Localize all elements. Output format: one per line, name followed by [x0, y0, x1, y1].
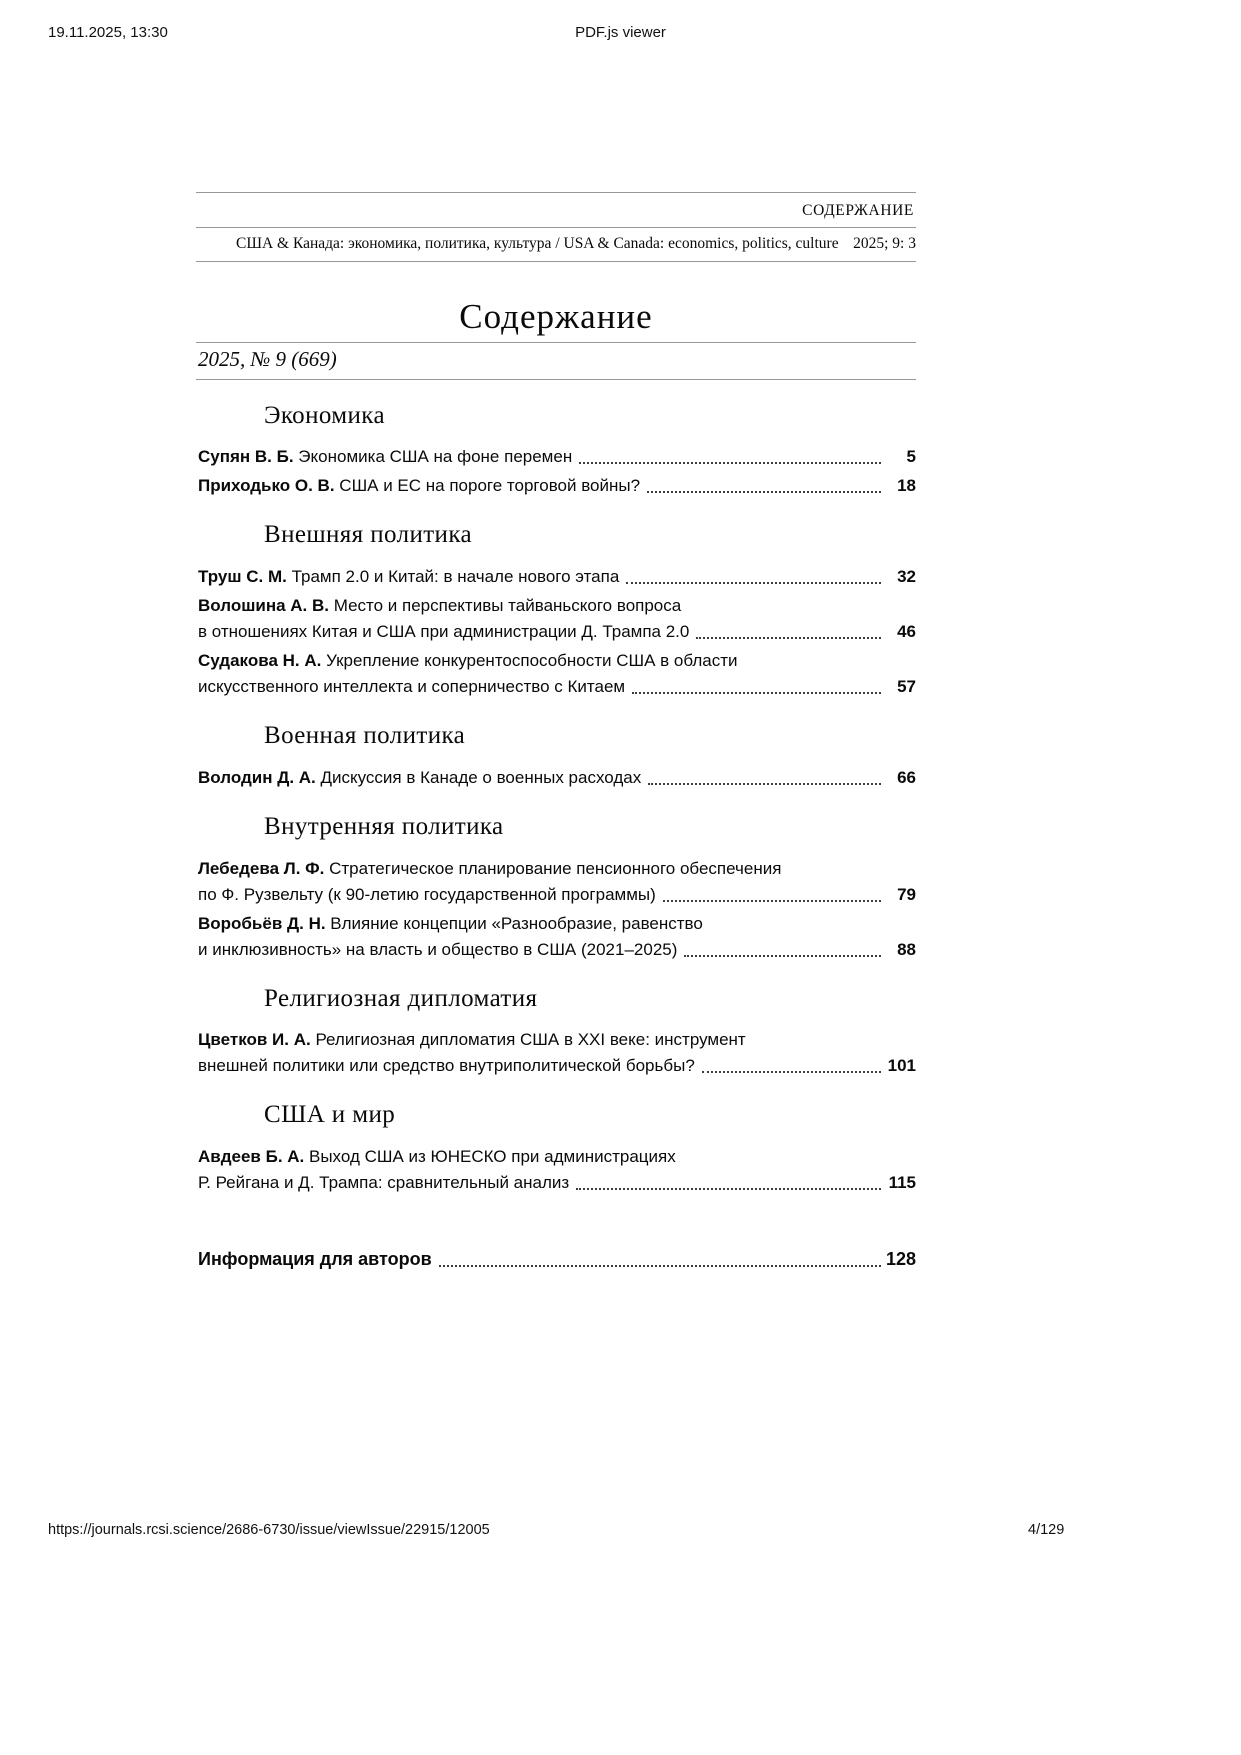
print-header-title: PDF.js viewer	[575, 24, 666, 41]
dot-leader	[632, 692, 881, 694]
toc-section-heading: США и мир	[264, 1101, 396, 1129]
toc-section-heading: Военная политика	[264, 722, 466, 749]
dot-leader	[647, 491, 881, 493]
toc-line	[198, 765, 916, 791]
toc-entry	[196, 911, 916, 963]
toc-entry	[196, 765, 916, 791]
toc-section-heading: Внутренняя политика	[264, 812, 504, 840]
toc-entry-title: Р. Рейгана и Д. Трампа: сравнительный анализ	[198, 1173, 570, 1192]
toc-entry-title: Место и перспективы тайваньского вопроса	[329, 596, 682, 615]
print-footer-url: https://journals.rcsi.science/2686-6730/issue/viewIssue/22915/12005	[48, 1522, 490, 1538]
toc-line	[198, 564, 916, 590]
toc-entry-title: Укрепление конкурентоспособности США в области	[321, 651, 738, 670]
toc-entry-title: и инклюзивность» на власть и общество в США (2021–2025)	[198, 939, 678, 959]
toc-entry-page-number: 32	[897, 567, 916, 586]
pdf-page	[196, 192, 916, 1276]
toc-entry-title: в отношениях Китая и США при администрации Д. Трампа 2.0	[198, 622, 690, 641]
toc-entry-title: Религиозная дипломатия США в XXI веке: инструмент	[310, 1030, 746, 1050]
toc-line	[198, 856, 916, 882]
toc-entry	[196, 648, 916, 700]
dot-leader	[626, 582, 881, 584]
journal-line	[196, 228, 916, 261]
toc-entry-title: Стратегическое планирование пенсионного обеспечения	[324, 858, 782, 878]
dot-leader	[648, 783, 881, 785]
dot-leader	[702, 1071, 881, 1073]
journal-citation: 2025; 9: 3	[853, 235, 916, 252]
dot-leader	[663, 900, 881, 902]
toc-entry	[196, 1144, 916, 1196]
toc-line	[198, 593, 916, 619]
toc-entry-page-number: 115	[888, 1173, 916, 1192]
toc-entry-page-number: 46	[897, 622, 916, 641]
toc-line	[198, 911, 916, 937]
toc-entry-authors: Приходько О. В.	[198, 476, 335, 496]
toc-entry-title: Выход США из ЮНЕСКО при администрациях	[304, 1147, 676, 1166]
dot-leader	[696, 637, 881, 639]
toc-entry	[196, 593, 916, 645]
toc-entry-page-number: 88	[897, 939, 916, 959]
toc-section-heading: Религиозная дипломатия	[264, 984, 538, 1012]
dot-leader	[439, 1265, 881, 1267]
toc-entry-authors: Авдеев Б. А.	[198, 1147, 305, 1166]
header-rule-bottom	[196, 261, 916, 262]
running-title: СОДЕРЖАНИЕ	[802, 202, 914, 219]
toc-entry-title: по Ф. Рузвельту (к 90-летию государственной программы)	[198, 884, 656, 904]
issue-block	[196, 342, 916, 380]
toc-entry-title: США и ЕС на пороге торговой войны?	[334, 476, 641, 496]
toc-entry-title: искусственного интеллекта и соперничество с Китаем	[198, 677, 626, 696]
toc-section-heading: Внешняя политика	[264, 521, 472, 549]
toc-entry-authors: Лебедева Л. Ф.	[198, 858, 325, 878]
toc-entry-title: Дискуссия в Канаде о военных расходах	[315, 767, 642, 787]
toc-entry	[196, 564, 916, 590]
toc-sections	[196, 402, 916, 1197]
print-header-datetime: 19.11.2025, 13:30	[48, 24, 168, 41]
toc-line	[198, 1027, 916, 1053]
toc-section-heading: Экономика	[264, 401, 385, 429]
issue-rule-bottom	[196, 379, 916, 380]
toc-entry-authors: Труш С. М.	[198, 567, 287, 586]
toc-entry-authors: Супян В. Б.	[198, 447, 294, 467]
toc-entry	[196, 444, 916, 470]
toc-line	[198, 937, 916, 963]
journal-name: США & Канада: экономика, политика, культура / USA & Canada: economics, politics, culture	[236, 235, 839, 252]
toc-entry-authors: Воробьёв Д. Н.	[198, 913, 326, 933]
toc-entry	[196, 856, 916, 908]
toc-entry-authors: Володин Д. А.	[198, 767, 316, 787]
toc-entry-title: Влияние концепции «Разнообразие, равенство	[325, 913, 703, 933]
toc-entry-title: Экономика США на фоне перемен	[293, 447, 573, 467]
toc-entry-authors: Судакова Н. А.	[198, 651, 322, 670]
issue-number: 2025, № 9 (669)	[198, 346, 337, 371]
toc-line	[198, 1170, 916, 1196]
dot-leader	[684, 955, 881, 957]
toc-entry-page-number: 57	[897, 677, 916, 696]
dot-leader	[576, 1188, 881, 1190]
toc-line	[198, 648, 916, 674]
info-for-authors-page-number: 128	[885, 1249, 916, 1269]
toc-entry-title: внешней политики или средство внутриполитической борьбы?	[198, 1056, 695, 1076]
page-title: Содержание	[459, 297, 653, 336]
toc-line	[198, 882, 916, 908]
toc-entry-page-number: 101	[887, 1056, 916, 1076]
toc-entry-title: Трамп 2.0 и Китай: в начале нового этапа	[286, 567, 620, 586]
toc-entry-authors: Цветков И. А.	[198, 1030, 311, 1050]
toc-entry-authors: Волошина А. В.	[198, 596, 329, 615]
toc-line	[198, 674, 916, 700]
toc-line	[198, 444, 916, 470]
info-for-authors-label: Информация для авторов	[198, 1249, 432, 1269]
toc-entry	[196, 473, 916, 499]
print-footer-page-indicator: 4/129	[1028, 1522, 1065, 1538]
toc-line	[198, 1144, 916, 1170]
toc-line	[198, 619, 916, 645]
toc-entry-page-number: 5	[906, 447, 916, 467]
info-for-authors-entry	[196, 1246, 916, 1273]
toc-entry-page-number: 79	[897, 884, 916, 904]
toc-entry	[196, 1027, 916, 1079]
dot-leader	[579, 462, 881, 464]
toc-entry-page-number: 18	[897, 476, 916, 496]
toc-line	[198, 473, 916, 499]
toc-entry-page-number: 66	[897, 767, 916, 787]
toc-line	[198, 1246, 916, 1273]
toc-line	[198, 1053, 916, 1079]
